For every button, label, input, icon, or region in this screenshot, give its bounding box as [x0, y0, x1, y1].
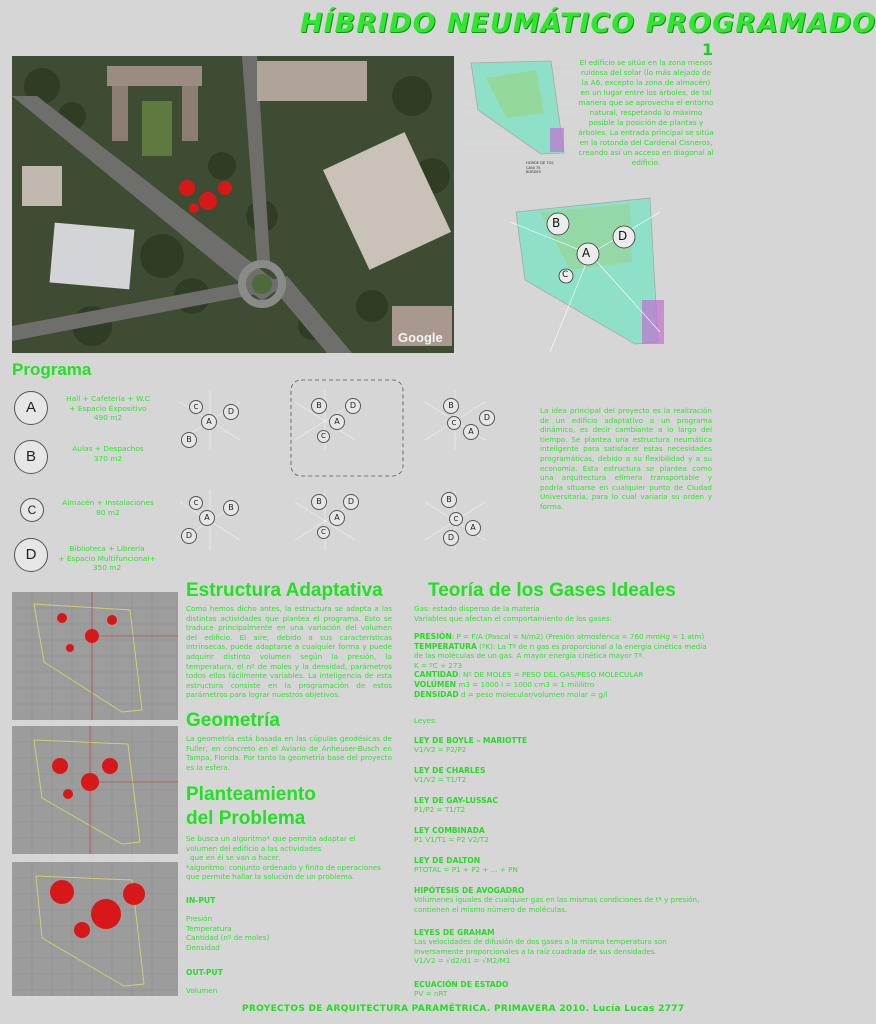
- input-list: [186, 914, 269, 952]
- input-label: IN-PUT: [186, 896, 216, 905]
- law-formula: V1/V2 = √d2/d1 = √M2/M1: [414, 956, 511, 966]
- law-formula: PV = nRT: [414, 989, 448, 998]
- variable-volumen: [414, 680, 714, 690]
- law-formula: V1/V2 = T1/T2: [414, 775, 467, 784]
- planteamiento-text: [186, 834, 386, 882]
- law-formula: P1/P2 = T1/T2: [414, 805, 466, 814]
- program-line: 350 m2: [92, 563, 122, 573]
- variable-name: CANTIDAD: [414, 670, 459, 680]
- output-label: OUT-PUT: [186, 968, 223, 977]
- law-dalton: [414, 856, 714, 875]
- diag2-d: D: [345, 398, 361, 414]
- site-plan-program: [510, 192, 670, 354]
- variable-def: K = ºC + 273: [414, 660, 463, 670]
- diag2-c: C: [317, 430, 330, 443]
- diag2-b: B: [311, 398, 327, 414]
- program-line: 80 m2: [96, 507, 120, 517]
- variable-cantidad: [414, 670, 714, 680]
- input-item: Cantidad (nº de moles): [186, 933, 270, 943]
- input-item: Temperatura: [186, 923, 232, 933]
- diag3-d: D: [479, 410, 495, 426]
- law-estado: [414, 980, 714, 999]
- planteamiento-heading-1: Planteamiento: [186, 784, 316, 805]
- diag1-d: D: [223, 404, 239, 420]
- diag6-b: B: [441, 492, 457, 508]
- diag6-a: A: [465, 520, 481, 536]
- teoria-intro-line: Variables que afectan el comportamiento de los gases:: [414, 613, 612, 623]
- law-formula: P1 V1/T1 = P2 V2/T2: [414, 835, 489, 844]
- diag2-a: A: [329, 414, 345, 430]
- law-name: LEYES DE GRAHAM: [414, 928, 495, 937]
- law-name: LEY DE CHARLES: [414, 766, 486, 775]
- law-combinada: [414, 826, 714, 845]
- law-name: ECUACIÓN DE ESTADO: [414, 980, 509, 989]
- teoria-intro: [414, 604, 714, 623]
- diag3-c: C: [447, 416, 461, 430]
- site-plan-legend: [526, 161, 554, 175]
- footer-credit: PROYECTOS DE ARQUITECTURA PARAMÉTRICA. PRIMAVERA 2010. Lucía Lucas 2777: [242, 1004, 685, 1014]
- variable-def: : Nº DE MOLES = PESO DEL GAS/PESO MOLECULAR: [458, 670, 644, 680]
- variable-temperatura: [414, 642, 714, 661]
- law-formula: PTOTAL = P1 + P2 + ... + PN: [414, 865, 518, 874]
- variable-kelvin: [414, 661, 714, 671]
- program-line: 370 m2: [93, 453, 123, 463]
- program-circle-d: D: [14, 538, 48, 572]
- diag5-b: B: [311, 494, 327, 510]
- variable-densidad: [414, 690, 714, 700]
- diag3-a: A: [463, 424, 479, 440]
- law-graham: [414, 928, 714, 966]
- law-formula: V1/V2 = P2/P2: [414, 745, 467, 754]
- site-letter-d: D: [618, 229, 628, 243]
- law-name: LEY DE GAY-LUSSAC: [414, 796, 499, 805]
- site-letter-b: B: [552, 216, 561, 230]
- law-gay-lussac: [414, 796, 714, 815]
- law-formula: Volúmenes iguales de cualquier gas en las mismas condiciones de tª y presión, contienen el mismo número de moléculas.: [414, 895, 700, 914]
- diag5-c: C: [317, 526, 330, 539]
- variable-name: TEMPERATURA: [414, 641, 477, 651]
- variable-name: DENSIDAD: [414, 689, 459, 699]
- variable-def: d = peso molecular/volumen molar = g/l: [458, 689, 608, 699]
- law-boyle: [414, 736, 714, 755]
- site-letter-c: C: [562, 270, 569, 280]
- program-text-b: [58, 444, 158, 463]
- programa-summary: La idea principal del proyecto es la realización de un edificio adaptativo a un programa dinámico, es decir cambiante a lo largo del tiempo. Se plantea una estructura neumática inteligente para satisfacer estas necesidades programáticas, debido a su flexibilidad y a su economía. Esta estructura se plantea como una arquitectura efímera transportable y podría situarse en cualquier punto de Ciudad Universitaria, para lo cual variaría su orden y forma.: [540, 406, 712, 511]
- site-letter-a: A: [582, 246, 591, 260]
- render-2: [12, 726, 178, 854]
- input-item: Presión: [186, 914, 213, 923]
- program-text-c: [58, 498, 158, 517]
- aerial-photo: [12, 56, 454, 353]
- law-name: LEY COMBINADA: [414, 826, 485, 835]
- planteamiento-heading-2: del Problema: [186, 808, 306, 829]
- page-title: HÍBRIDO NEUMÁTICO PROGRAMADO: [300, 8, 876, 39]
- map-watermark: Google: [398, 330, 443, 345]
- estructura-text: Como hemos dicho antes, la estructura se adapta a las distintas actividades que plantea el programa. Esto se traduce principalmente en una variación del volumen del edificio. El aire, debido a sus características intrínsecas, puede adaptarse a cualquier forma y puede adquirir distinto volumen según la presión, la temperatura, el nº de moles y la densidad, parámetros todos ellos fácilmente variables. La inteligencia de esta estructura consiste en la programación de estos parámetros para lograr nuestros objetivos.: [186, 604, 392, 700]
- site-plan-top: [466, 58, 574, 158]
- render-1: [12, 592, 178, 720]
- program-diagram-labels: [165, 380, 535, 580]
- law-name: LEY DE DALTON: [414, 856, 481, 865]
- diag1-c: C: [189, 400, 203, 414]
- geometria-heading: Geometría: [186, 710, 280, 731]
- variable-presion: [414, 632, 714, 642]
- programa-heading: Programa: [12, 360, 92, 379]
- program-circle-b: B: [14, 440, 48, 474]
- diag1-a: A: [201, 414, 217, 430]
- teoria-intro-line: Gas: estado disperso de la materia: [414, 604, 540, 613]
- diag6-c: C: [449, 512, 463, 526]
- aerial-map-illustration: [12, 56, 454, 353]
- teoria-variables: [414, 632, 714, 699]
- page-number: 1: [702, 40, 714, 59]
- diag4-b: B: [223, 500, 239, 516]
- law-charles: [414, 766, 714, 785]
- render-3: [12, 862, 178, 996]
- planteamiento-line: *algoritmo: conjunto ordenado y finito de operaciones que permite hallar la solución de un problema.: [186, 862, 381, 882]
- program-line: Almacén + Instalaciones: [62, 498, 154, 507]
- program-circle-c: C: [20, 498, 44, 522]
- variable-name: PRESIÓN: [414, 632, 452, 641]
- geometria-text: La geometría está basada en las cúpulas geodésicas de Fuller, en concreto en el Aviario de Anheuser-Busch en Tampa, Florida. Por tanto la geometría base del proyecto es la esfera.: [186, 734, 392, 772]
- program-line: Biblioteca + Librería: [69, 544, 145, 553]
- diag4-c: C: [189, 496, 203, 510]
- input-item: Densidad: [186, 942, 220, 952]
- legend-line: HORDE DE TOS: [526, 161, 554, 165]
- planteamiento-line: Se busca un algoritmo* que permita adaptar el volumen del edificio a las actividades: [186, 834, 356, 853]
- law-name: LEY DE BOYLE – MARIOTTE: [414, 736, 528, 745]
- variable-name: VOLÚMEN: [414, 679, 457, 689]
- program-line: Hall + Cafetería + W.C: [66, 394, 150, 403]
- diag5-d: D: [343, 494, 359, 510]
- diag5-a: A: [329, 510, 345, 526]
- variable-def: m3 = 1000 l = 1000 cm3 = 1 mililitro: [456, 679, 595, 689]
- program-line: + Espacio Expositivo: [69, 403, 147, 413]
- diag4-d: D: [181, 528, 197, 544]
- legend-line: BORDES: [526, 170, 542, 175]
- variable-def: (ºK): La Tª de n gas es proporcional a la energía cinética media de las moléculas de un gas. A mayor energía cinética mayor Tª.: [414, 641, 707, 661]
- laws-label: Leyes:: [414, 716, 438, 725]
- law-formula: Las velocidades de difusión de dos gases a la misma temperatura son inversamente proporcionales a la raíz cuadrada de sus densidades.: [414, 937, 667, 956]
- teoria-heading: Teoría de los Gases Ideales: [428, 580, 676, 601]
- diag6-d: D: [443, 530, 459, 546]
- law-avogadro: [414, 886, 714, 914]
- legend-line: CANI 75: [526, 165, 541, 170]
- program-text-a: [58, 394, 158, 423]
- variable-def: : P = F/A (Pascal = N/m2) (Presión atmosférica = 760 mmHg = 1 atm): [451, 632, 705, 641]
- program-text-d: [54, 544, 160, 573]
- program-line: Aulas + Despachos: [72, 444, 144, 453]
- program-circle-a: A: [14, 391, 48, 425]
- estructura-heading: Estructura Adaptativa: [186, 580, 383, 601]
- program-line: + Espacio Multifuncional+: [58, 553, 156, 563]
- law-name: HIPÓTESIS DE AVOGADRO: [414, 886, 525, 895]
- diag3-b: B: [443, 398, 459, 414]
- diag4-a: A: [199, 510, 215, 526]
- planteamiento-line: que en él se van a hacer.: [190, 853, 281, 863]
- intro-paragraph: El edificio se sitúa en la zona menos ruidosa del solar (lo más alejado de la A6, excepto la zona de almacén) en un lugar entre los árboles, de tal manera que se aprovecha el entorno natural, respetando lo máximo posible la posición de plantas y árboles. La entrada principal se sitúa en la rotonda del Cardenal Cisneros, creando así un acceso en diagonal al edificio.: [578, 58, 714, 167]
- output-item: Volumen: [186, 986, 218, 995]
- program-line: 490 m2: [93, 413, 123, 423]
- diag1-b: B: [181, 432, 197, 448]
